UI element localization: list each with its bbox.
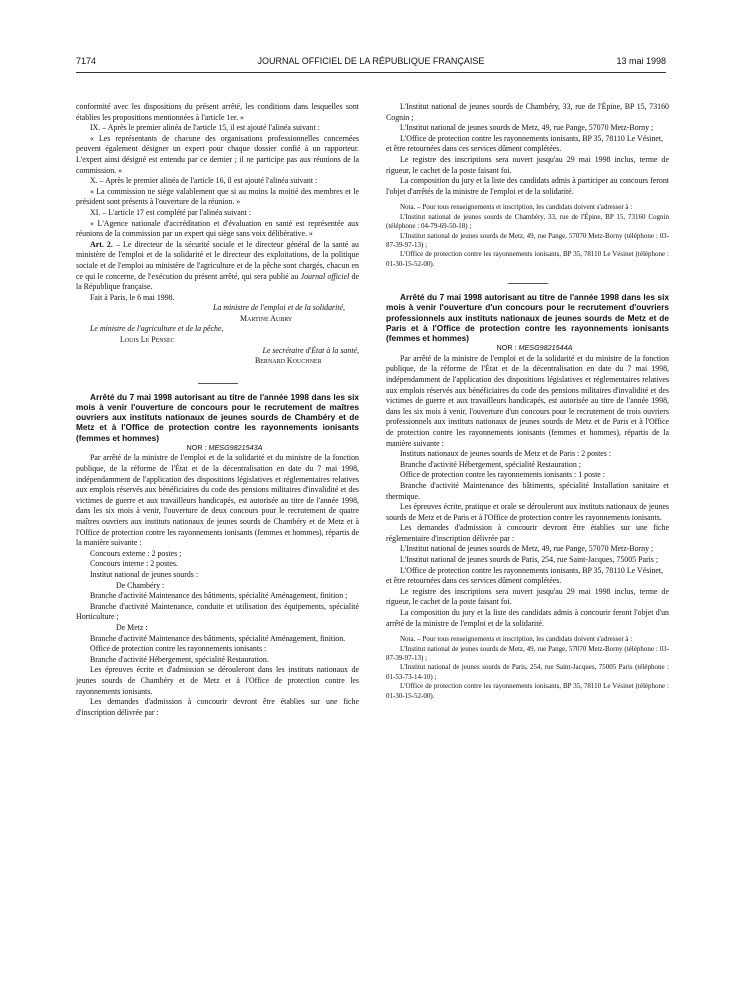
page-number: 7174 [76,56,97,66]
header-rule [76,72,666,73]
nor-label: NOR : [186,442,209,452]
paragraph: De Metz : [116,622,148,632]
journal-ref: Journal officiel [300,271,350,281]
paragraph: Branche d'activité Hébergement, spécialité Restauration ; [400,459,581,469]
paragraph: Le registre des inscriptions sera ouvert jusqu'au 29 mai 1998 inclus, terme de rigueur, le cachet de la poste faisant foi. [386,586,669,607]
paragraph: et être retournées dans ces services dûment complétées. [386,576,562,586]
article-text: – Le directeur de la sécurité sociale et le directeur général de la santé au ministère de l'emploi et de la solidarité et le directeur des exploitations, de la politique sociale et de l'emploi au ministère de l'agriculture et de la pêche sont chargés, chacun en ce qui le concerne, de l'exécution du présent arrêté, qui sera publié au [76,239,359,281]
separator [198,383,238,384]
paragraph: Branche d'activité Maintenance des bâtiments, spécialité Aménagement, finition ; [90,591,348,601]
issue-date: 13 mai 1998 [616,56,666,66]
nor-code: MESG9821544A [518,343,573,353]
paragraph: X. – Après le premier alinéa de l'article 16, il est ajouté l'alinéa suivant : [90,176,318,186]
paragraph: Les épreuves écrite, pratique et orale se dérouleront aux instituts nationaux de jeunes sourds de Metz et de Paris et à l'Office de protection contre les rayonnements ionisants. [386,502,669,522]
done-at: Fait à Paris, le 6 mai 1998. [90,292,175,302]
paragraph: L'Institut national de jeunes sourds de Paris, 254, rue Saint-Jacques, 75005 Paris ; [400,555,659,565]
separator [508,283,548,284]
paragraph: Concours interne : 2 postes. [90,559,178,569]
paragraph: Branche d'activité Maintenance des bâtiments, spécialité Installation sanitaire et thermique. [386,480,669,501]
paragraph: Le registre des inscriptions sera ouvert jusqu'au 29 mai 1998 inclus, terme de rigueur, le cachet de la poste faisant foi. [386,154,669,175]
paragraph: Les demandes d'admission à concourir devront être établies sur une fiche réglementaire d'inscription délivrée par : [386,523,669,543]
nota-line: L'Institut national de jeunes sourds de Metz, 49, rue Pange, 57070 Metz-Borny (téléphone : 03-87-39-97-13) ; [386,231,669,249]
nota-line: L'Institut national de jeunes sourds de Chambéry, 33, rue de l'Épine, BP 15, 73160 Cognin (téléphone : 04-79-69-50-18) ; [386,212,669,231]
nota-block [386,203,669,269]
article-end: de la République française. [76,271,359,292]
paragraph: De Chambéry : [116,580,165,590]
paragraph: Par arrêté de la ministre de l'emploi et de la solidarité et du ministre de la fonction publique, de la réforme de l'État et de la décentralisation en date du 7 mai 1998, indépendamment de l'application des dispositions législatives et réglementaires relatives aux emplois réservés aux bénéficiaires du code des pensions militaires d'invalidité et des victimes de guerre et aux travailleurs handicapés, est autorisée au titre de l'année 1998, dans les six mois à venir, l'ouverture d'un concours pour le recrutement de trois ouvriers professionnels aux instituts nationaux de jeunes sourds de Metz et de Paris et à l'Office de protection contre les rayonnements ionisants (femmes et hommes), répartis de la manière suivante : [386,353,669,448]
paragraph: Institut national de jeunes sourds : [90,569,199,579]
signature-name: Martine Aubry [240,313,293,323]
paragraph: La composition du jury et la liste des candidats admis à participer au concours feront l'objet d'arrêtés de la ministre de l'emploi et de la solidarité. [386,176,669,196]
paragraph: conformité avec les dispositions du présent arrêté, les conditions dans lesquelles sont établies les propositions mentionnées à l'article 1er. » [76,102,359,122]
paragraph: IX. – Après le premier alinéa de l'article 15, il est ajouté l'alinéa suivant : [90,123,320,133]
nota-line: L'Office de protection contre les rayonnements ionisants, BP 35, 78110 Le Vésinet (téléphone : 01-30-15-52-00). [386,682,669,700]
signature-title: Le secrétaire d'État à la santé, [262,345,359,355]
paragraph: XI. – L'article 17 est complété par l'alinéa suivant : [90,207,252,217]
nor-reference [76,443,359,454]
nor-code: MESG9821543A [208,442,263,452]
signature-title: La ministre de l'emploi et de la solidarité, [212,303,345,313]
paragraph: Branche d'activité Maintenance, conduite et utilisation des équipements, spécialité Horticulture ; [76,601,359,622]
nor-label: NOR : [496,343,519,353]
journal-title: JOURNAL OFFICIEL DE LA RÉPUBLIQUE FRANÇAISE [257,56,485,66]
paragraph: L'Institut national de jeunes sourds de Metz, 49, rue Pange, 57070 Metz-Borny ; [400,544,654,554]
paragraph: L'Office de protection contre les rayonnements ionisants, BP 35, 78110 Le Vésinet, [400,133,664,143]
paragraph: Les épreuves écrite et d'admission se dérouleront dans les instituts nationaux de jeunes sourds de Chambéry et de Metz et à l'Office de protection contre les rayonnements ionisants. [76,665,359,696]
nota: Nota. – Pour tous renseignements et inscription, les candidats doivent s'adresser à : [400,635,633,644]
paragraph: « Les représentants de chacune des organisations professionnelles concernées peuvent également désigner un expert pour chaque dossier confié à un rapporteur. L'expert ainsi désigné est entendu par ce dernier ; il ne participe pas aux réunions de la commission. » [76,133,359,175]
nota-line: L'Office de protection contre les rayonnements ionisants, BP 35, 78110 Le Vésinet (téléphone : 01-30-15-52-00). [386,250,669,268]
signature-title: Le ministre de l'agriculture et de la pêche, [90,324,224,334]
paragraph: Les demandes d'admission à concourir devront être établies sur une fiche d'inscription délivrée par : [76,697,359,717]
article-label: Art. 2. [90,239,113,249]
nota-line: L'Institut national de jeunes sourds de Metz, 49, rue Pange, 57070 Metz-Borny (téléphone : 03-87-39-97-13) ; [386,644,669,663]
paragraph: « L'Agence nationale d'accréditation et d'évaluation en santé est représentée aux réunions de la commission par un expert qui siège sans voix délibérative. » [76,218,359,239]
decree-title: Arrêté du 7 mai 1998 autorisant au titre de l'année 1998 dans les six mois à venir l'ouverture d'un concours pour le recrutement d'ouvriers professionnels aux instituts nationaux de jeunes sourds de Metz et de Paris et à l'Office de protection contre les rayonnements ionisants (femmes et hommes) [386,292,669,343]
paragraph: Concours externe : 2 postes ; [90,548,182,558]
right-column [386,102,669,701]
signature-name: Bernard Kouchner [255,356,322,366]
decree-title: Arrêté du 7 mai 1998 autorisant au titre de l'année 1998 dans les six mois à venir l'ouverture de concours pour le recrutement de maîtres ouvriers aux instituts nationaux de jeunes sourds de Chambéry et de Metz et à l'Office de protection contre les rayonnements ionisants (femmes et hommes) [76,391,359,443]
page-header [76,56,666,70]
paragraph: Instituts nationaux de jeunes sourds de Metz et de Paris : 2 postes : [400,449,612,459]
paragraph: L'Office de protection contre les rayonnements ionisants, BP 35, 78110 Le Vésinet, [400,565,664,575]
paragraph: et être retournées dans ces services dûment complétées. [386,144,562,154]
nota-line: L'Institut national de jeunes sourds de Paris, 254, rue Saint-Jacques, 75005 Paris (téléphone : 01-53-73-14-10) ; [386,663,669,681]
paragraph: Branche d'activité Hébergement, spécialité Restauration. [90,654,269,664]
nota: Nota. – Pour tous renseignements et inscription, les candidats doivent s'adresser à : [400,203,633,212]
nota-block [386,635,669,701]
paragraph: « La commission ne siège valablement que si au moins la moitié des membres et le président sont présents à l'ouverture de la réunion. » [76,186,359,207]
paragraph: Branche d'activité Maintenance des bâtiments, spécialité Aménagement, finition. [90,633,346,643]
paragraph: L'Institut national de jeunes sourds de Metz, 49, rue Pange, 57070 Metz-Borny ; [400,123,654,133]
paragraph: Office de protection contre les rayonnements ionisants : 1 poste : [400,470,605,480]
paragraph: L'Institut national de jeunes sourds de Chambéry, 33, rue de l'Épine, BP 15, 73160 Cognin ; [386,102,669,122]
paragraph: La composition du jury et la liste des candidats admis à concourir feront l'objet d'un arrêté de la ministre de l'emploi et de la solidarité. [386,608,669,628]
paragraph: Par arrêté de la ministre de l'emploi et de la solidarité et du ministre de la fonction publique, de la réforme de l'État et de la décentralisation en date du 7 mai 1998, indépendamment de l'application des dispositions législatives et réglementaires relatives aux emplois réservés aux bénéficiaires du code des pensions militaires d'invalidité et des victimes de guerre et aux travailleurs handicapés, est autorisée au titre de l'année 1998, dans les six mois à venir, l'ouverture de deux concours pour le recrutement de quatre maîtres ouvriers aux instituts nationaux de jeunes sourds de Chambéry et de Metz et à l'Office de protection contre les rayonnements ionisants (femmes et hommes), répartis de la manière suivante : [76,453,359,548]
left-column [76,102,359,718]
nor-reference [386,343,669,354]
article-2 [76,240,359,293]
paragraph: Office de protection contre les rayonnements ionisants : [90,644,267,654]
signature-name: Louis Le Pensec [120,335,175,345]
